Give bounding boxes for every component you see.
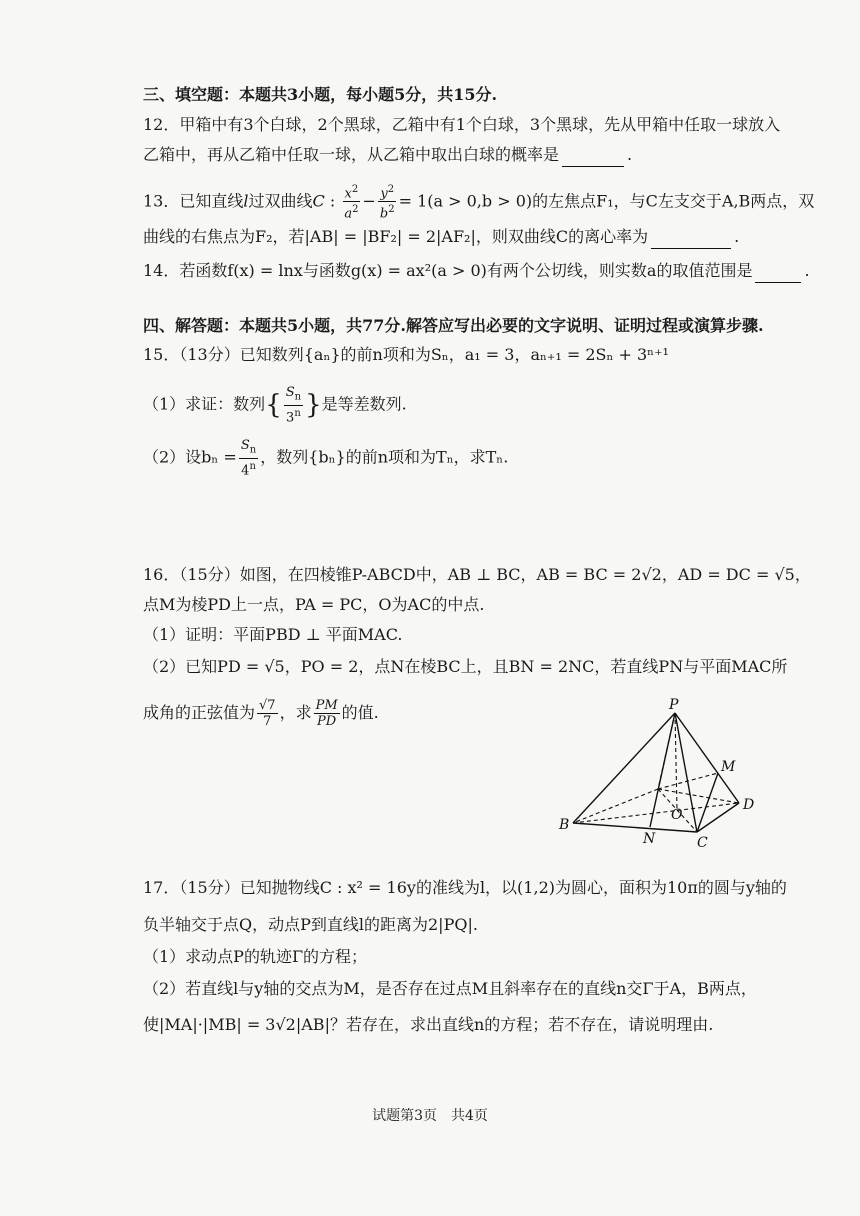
q16-part1: （1）证明：平面PBD ⊥ 平面MAC. [143,625,403,644]
q16-part2: （2）已知PD = √5，PO = 2，点N在棱BC上，且BN = 2NC，若直线PN与平面MAC所 [143,657,788,676]
q13-condition: (a > 0,b > 0) [427,191,533,211]
label-O: O [671,807,683,823]
edge-CD [697,803,739,832]
q15-p2-suffix: ，数列{bₙ}的前n项和为Tₙ，求Tₙ. [260,447,509,467]
label-D: D [743,797,755,813]
q13-mid: 过双曲线 [248,191,313,211]
label-C: C [697,835,708,851]
q12-line1: 12．甲箱中有3个白球，2个黑球，乙箱中有1个白球，3个黑球，先从甲箱中任取一球放入 [143,115,781,134]
q15-p1-suffix: 是等差数列. [321,394,407,414]
label-M: M [721,759,736,775]
label-P: P [669,697,679,713]
line-PO [675,713,677,810]
q13-text: 曲线的右焦点为F₂，若|AB| = |BF₂| = 2|AF₂|，则双曲线C的离心率为 [143,227,649,246]
q15-part1: （1）求证：数列{ $\frac{S_n}{3^n}$ }是等差数列. [143,385,407,425]
q15-p1-prefix: （1）求证：数列 [143,394,266,414]
fraction-sqrt7-7: $\frac{√7}{7}$ [259,698,276,729]
q14-line: 14．若函数f(x) = lnx与函数g(x) = ax²(a > 0)有两个公切线，则实数a的取值范围是 . [143,260,790,283]
fraction-Sn-4n: $\frac{S_n}{4^n}$ [240,438,257,478]
fraction-Sn-3n: $\frac{S_n}{3^n}$ [285,385,302,425]
q16-p2b-prefix: 成角的正弦值为 [143,703,256,722]
q12-line2: 乙箱中，再从乙箱中任取一球，从乙箱中取出白球的概率是 . [143,144,790,167]
fraction-PM-PD: $\frac{PM}{PD}$ [315,698,338,729]
answer-blank [755,260,801,283]
section4-heading: 四、解答题：本题共5小题，共77分.解答应写出必要的文字说明、证明过程或演算步骤. [143,316,764,335]
q17-line2: 负半轴交于点Q，动点P到直线l的距离为2|PQ|. [143,915,478,934]
label-B: B [559,817,570,833]
q17-part1: （1）求动点P的轨迹Γ的方程； [143,947,368,966]
q13-line2: 曲线的右焦点为F₂，若|AB| = |BF₂| = 2|AF₂|，则双曲线C的离心率为 . [143,226,790,249]
q12-text: 乙箱中，再从乙箱中任取一球，从乙箱中取出白球的概率是 [143,145,560,164]
edge-BC [573,823,697,832]
edge-PB [573,713,675,823]
q13-end: 的左焦点F₁，与C左支交于A,B两点，双 [532,191,815,211]
fraction-y2-b2: $\frac{y^2}{b^2}$ [379,184,395,222]
q15-stem: 15．（13分）已知数列{aₙ}的前n项和为Sₙ，a₁ = 3，aₙ₊₁ = 2Sₙ + 3ⁿ⁺¹ [143,345,669,364]
q13-line1: 13．已知直线l过双曲线C : $\frac{x^2}{a^2}$ − $\frac{y^2}{b^2}$ = 1(a > 0,b > 0)的左焦点F₁，与C左支交于A,B两点，双 [143,184,815,222]
q14-text: 14．若函数f(x) = lnx与函数g(x) = ax²(a > 0)有两个公切线，则实数a的取值范围是 [143,261,753,280]
q16-line2: 点M为棱PD上一点，PA = PC，O为AC的中点. [143,595,485,614]
q15-p2-prefix: （2）设bₙ = [143,447,237,467]
line-CM [697,773,718,832]
q17-line1: 17．（15分）已知抛物线C : x² = 16y的准线为l，以(1,2)为圆心，面积为10π的圆与y轴的 [143,878,787,897]
q13-prefix: 13．已知直线 [143,191,244,211]
pyramid-figure [555,695,770,855]
q17-part2: （2）若直线l与y轴的交点为M，是否存在过点M且斜率存在的直线n交Γ于A，B两点， [143,979,757,998]
edge-PD [675,713,739,803]
answer-blank [651,226,731,249]
edge-AD [658,789,739,803]
q16-p2b-suffix: 的值. [341,703,379,722]
q15-part2 [143,438,790,478]
page-footer: 试题第3页 共4页 [372,1108,488,1124]
answer-blank [562,144,624,167]
q17-part2b: 使|MA|·|MB| = 3√2|AB|？若存在，求出直线n的方程；若不存在，请说明理由. [143,1015,714,1034]
q16-p2b-mid: ，求 [279,703,312,722]
section3-heading: 三、填空题：本题共3小题，每小题5分，共15分. [143,85,498,104]
fraction-x2-a2: $\frac{x^2}{a^2}$ [344,184,359,222]
label-N: N [643,831,656,847]
q16-line1: 16．（15分）如图，在四棱锥P-ABCD中，AB ⊥ BC，AB = BC = 2√2，AD = DC = √5， [143,565,811,584]
